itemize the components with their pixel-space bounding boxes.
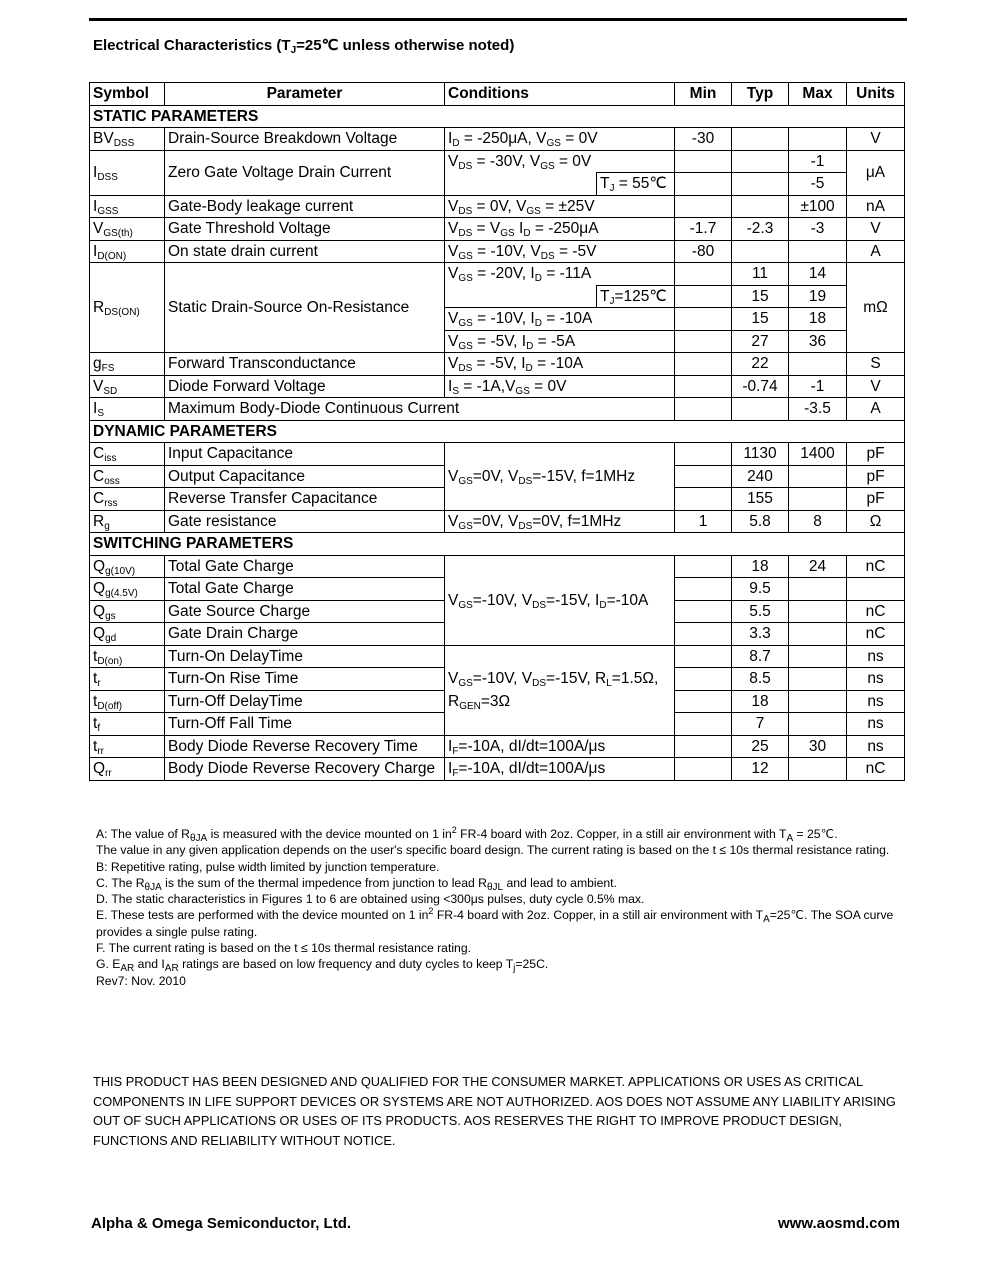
conditions-cell: $V_{GS} = -10V$, $I_D = -10A$ (445, 308, 675, 331)
conditions-cell: $V_{GS}=0V$, $V_{DS}=-15V$, f=1MHz (445, 443, 675, 511)
section-row (90, 420, 905, 443)
max-cell: -5 (789, 173, 847, 196)
typ-cell: 11 (732, 263, 789, 286)
parameter-cell: Zero Gate Voltage Drain Current (165, 150, 445, 195)
typ-cell: 8.7 (732, 645, 789, 668)
parameter-cell: Turn-Off Fall Time (165, 713, 445, 736)
symbol-cell: $Q_{g(10V)}$ (90, 555, 165, 578)
max-cell: 36 (789, 330, 847, 353)
max-cell (789, 645, 847, 668)
min-cell (675, 150, 732, 173)
unit-cell: nC (847, 555, 905, 578)
max-cell (789, 353, 847, 376)
unit-cell: nC (847, 758, 905, 781)
typ-cell (732, 150, 789, 173)
symbol-cell: $BV_{DSS}$ (90, 128, 165, 151)
typ-cell: 27 (732, 330, 789, 353)
conditions-cell (445, 173, 597, 196)
header-units: Units (847, 83, 905, 106)
conditions-cell: $V_{GS} = -10V$, $V_{DS} = -5V$ (445, 240, 675, 263)
table-row (90, 510, 905, 533)
min-cell (675, 758, 732, 781)
table-row (90, 128, 905, 151)
typ-cell (732, 173, 789, 196)
section-row (90, 533, 905, 556)
conditions-cell: $V_{DS} = -30V$, $V_{GS} = 0V$ (445, 150, 675, 173)
typ-cell: 18 (732, 555, 789, 578)
max-cell (789, 600, 847, 623)
page-title: Electrical Characteristics ($T_J=25℃$ unless otherwise noted) (93, 37, 515, 56)
typ-cell (732, 240, 789, 263)
symbol-cell: $Q_{rr}$ (90, 758, 165, 781)
parameter-cell: Body Diode Reverse Recovery Charge (165, 758, 445, 781)
unit-cell: A (847, 398, 905, 421)
revision: Rev7: Nov. 2010 (96, 973, 186, 988)
min-cell (675, 263, 732, 286)
symbol-cell: $t_r$ (90, 668, 165, 691)
min-cell (675, 645, 732, 668)
max-cell: -3 (789, 218, 847, 241)
typ-cell: 240 (732, 465, 789, 488)
unit-cell: A (847, 240, 905, 263)
typ-cell: 5.5 (732, 600, 789, 623)
typ-cell: 22 (732, 353, 789, 376)
typ-cell (732, 195, 789, 218)
conditions-cell: $V_{GS} = -5V$, $I_D = -5A$ (445, 330, 675, 353)
max-cell: 14 (789, 263, 847, 286)
typ-cell: 3.3 (732, 623, 789, 646)
unit-cell: ns (847, 668, 905, 691)
unit-cell: ns (847, 690, 905, 713)
unit-cell: pF (847, 488, 905, 511)
symbol-cell: $V_{SD}$ (90, 375, 165, 398)
parameter-cell: Diode Forward Voltage (165, 375, 445, 398)
unit-cell: ns (847, 645, 905, 668)
top-rule (89, 18, 907, 21)
parameter-cell: Static Drain-Source On-Resistance (165, 263, 445, 353)
table-header-row (90, 83, 905, 106)
max-cell: -3.5 (789, 398, 847, 421)
conditions-cell: $V_{DS} = 0V$, $V_{GS} = \pm 25V$ (445, 195, 675, 218)
typ-cell: 18 (732, 690, 789, 713)
max-cell (789, 578, 847, 601)
max-cell (789, 623, 847, 646)
table-row (90, 375, 905, 398)
parameter-cell: Drain-Source Breakdown Voltage (165, 128, 445, 151)
conditions-cell: $I_D = -250\mu A$, $V_{GS} = 0V$ (445, 128, 675, 151)
parameter-cell: Output Capacitance (165, 465, 445, 488)
table-row (90, 758, 905, 781)
table-row (90, 218, 905, 241)
unit-cell: V (847, 375, 905, 398)
min-cell (675, 713, 732, 736)
min-cell (675, 330, 732, 353)
conditions-cell: $V_{GS}=0V$, $V_{DS}=0V$, f=1MHz (445, 510, 675, 533)
max-cell: -1 (789, 375, 847, 398)
max-cell: 30 (789, 735, 847, 758)
typ-cell: 1130 (732, 443, 789, 466)
disclaimer: THIS PRODUCT HAS BEEN DESIGNED AND QUALIFIED FOR THE CONSUMER MARKET. APPLICATIONS OR USES AS CRITICAL COMPONENTS IN LIFE SUPPORT DEVICES OR SYSTEMS ARE NOT AUTHORIZED. AOS DOES NOT ASSUME ANY LIABILITY ARISING OUT OF SUCH APPLICATIONS OR USES OF ITS PRODUCTS. AOS RESERVES THE RIGHT TO IMPROVE PRODUCT DESIGN, FUNCTIONS AND RELIABILITY WITHOUT NOTICE. (93, 1074, 896, 1148)
min-cell (675, 285, 732, 308)
table-row (90, 263, 905, 286)
table-row (90, 443, 905, 466)
conditions-cell: $V_{DS} = -5V$, $I_D = -10A$ (445, 353, 675, 376)
unit-cell: pF (847, 443, 905, 466)
parameter-cell: Gate resistance (165, 510, 445, 533)
typ-cell: 15 (732, 285, 789, 308)
header-conditions: Conditions (445, 83, 675, 106)
unit-cell: ns (847, 735, 905, 758)
conditions-cell (445, 285, 597, 308)
min-cell (675, 308, 732, 331)
typ-cell: 155 (732, 488, 789, 511)
max-cell (789, 240, 847, 263)
conditions-temp-cell: $T_J$ = 55℃ (597, 173, 675, 196)
symbol-cell: $t_f$ (90, 713, 165, 736)
parameter-cell: Input Capacitance (165, 443, 445, 466)
header-max: Max (789, 83, 847, 106)
unit-cell: μA (847, 150, 905, 195)
note-b: B: Repetitive rating, pulse width limited by junction temperature. (96, 859, 440, 874)
min-cell (675, 690, 732, 713)
symbol-cell: $C_{oss}$ (90, 465, 165, 488)
typ-cell: 7 (732, 713, 789, 736)
note-d: D. The static characteristics in Figures 1 to 6 are obtained using <300μs pulses, duty cycle 0.5% max. (96, 892, 645, 907)
max-cell: ±100 (789, 195, 847, 218)
min-cell (675, 398, 732, 421)
symbol-cell: $t_{D(off)}$ (90, 690, 165, 713)
symbol-cell: $C_{rss}$ (90, 488, 165, 511)
min-cell: -1.7 (675, 218, 732, 241)
unit-cell: mΩ (847, 263, 905, 353)
table-row (90, 240, 905, 263)
max-cell: 8 (789, 510, 847, 533)
parameter-cell: On state drain current (165, 240, 445, 263)
note-c: C. The $R_{\theta JA}$ is the sum of the thermal impedence from junction to lead $R_{\theta JL}$ and lead to ambient. (96, 875, 617, 893)
unit-cell: nC (847, 623, 905, 646)
max-cell: 24 (789, 555, 847, 578)
conditions-cell: $I_S = -1A,V_{GS} = 0V$ (445, 375, 675, 398)
max-cell (789, 713, 847, 736)
symbol-cell: $R_g$ (90, 510, 165, 533)
parameter-cell: Gate-Body leakage current (165, 195, 445, 218)
typ-cell: 5.8 (732, 510, 789, 533)
table-row (90, 555, 905, 578)
note-a-cont: The value in any given application depends on the user's specific board design. The current rating is based on the t ≤ 10s thermal resistance rating. (96, 843, 890, 858)
parameter-cell: Gate Drain Charge (165, 623, 445, 646)
symbol-cell: $Q_{g(4.5V)}$ (90, 578, 165, 601)
conditions-cell: $V_{DS} = V_{GS}$ $I_D = -250\mu A$ (445, 218, 675, 241)
symbol-cell: $Q_{gs}$ (90, 600, 165, 623)
unit-cell: V (847, 128, 905, 151)
note-g: G. $E_{AR}$ and $I_{AR}$ ratings are based on low frequency and duty cycles to keep $T_j=25C$. (96, 957, 549, 975)
unit-cell: nA (847, 195, 905, 218)
min-cell: -30 (675, 128, 732, 151)
unit-cell: pF (847, 465, 905, 488)
typ-cell: -2.3 (732, 218, 789, 241)
max-cell (789, 758, 847, 781)
typ-cell (732, 398, 789, 421)
table-row (90, 735, 905, 758)
unit-cell (847, 578, 905, 601)
conditions-cell: $I_F=-10A$, dI/dt=100A/μs (445, 758, 675, 781)
typ-cell (732, 128, 789, 151)
min-cell (675, 578, 732, 601)
max-cell (789, 465, 847, 488)
note-e: E. These tests are performed with the device mounted on 1 $in^2$ FR-4 board with 2oz. Copper, in a still air environment with $T_A=25℃$. The SOA curve provides a single pulse rating. (96, 906, 894, 939)
max-cell (789, 488, 847, 511)
max-cell: 19 (789, 285, 847, 308)
section-dynamic: DYNAMIC PARAMETERS (90, 420, 905, 443)
unit-cell: nC (847, 600, 905, 623)
symbol-cell: $I_{GSS}$ (90, 195, 165, 218)
footer-company: Alpha & Omega Semiconductor, Ltd. (91, 1215, 352, 1232)
unit-cell: S (847, 353, 905, 376)
symbol-cell: $R_{DS(ON)}$ (90, 263, 165, 353)
max-cell (789, 668, 847, 691)
min-cell (675, 353, 732, 376)
note-f: F. The current rating is based on the t ≤ 10s thermal resistance rating. (96, 941, 471, 956)
conditions-cell: $V_{GS} = -20V$, $I_D = -11A$ (445, 263, 675, 286)
typ-cell: -0.74 (732, 375, 789, 398)
parameter-cell: Gate Source Charge (165, 600, 445, 623)
min-cell (675, 735, 732, 758)
footer-website: www.aosmd.com (778, 1215, 900, 1232)
typ-cell: 12 (732, 758, 789, 781)
conditions-cell: $I_F=-10A$, dI/dt=100A/μs (445, 735, 675, 758)
max-cell: 18 (789, 308, 847, 331)
symbol-cell: $I_{DSS}$ (90, 150, 165, 195)
section-row (90, 105, 905, 128)
min-cell: 1 (675, 510, 732, 533)
max-cell: -1 (789, 150, 847, 173)
table-row (90, 645, 905, 668)
footnotes (96, 826, 896, 989)
table-row (90, 150, 905, 173)
min-cell (675, 488, 732, 511)
electrical-characteristics-table (89, 82, 905, 781)
max-cell (789, 128, 847, 151)
conditions-cell: $V_{GS}=-10V$, $V_{DS}=-15V$, $R_L=1.5\Omega$, $R_{GEN}=3\Omega$ (445, 645, 675, 735)
symbol-cell: $t_{rr}$ (90, 735, 165, 758)
parameter-cell: Maximum Body-Diode Continuous Current (165, 398, 675, 421)
typ-cell: 15 (732, 308, 789, 331)
min-cell (675, 600, 732, 623)
symbol-cell: $g_{FS}$ (90, 353, 165, 376)
note-a: A: The value of $R_{\theta JA}$ is measured with the device mounted on 1 $in^2$ FR-4 board with 2oz. Copper, in a still air environment with $T_A$ = 25℃. (96, 825, 838, 844)
symbol-cell: $C_{iss}$ (90, 443, 165, 466)
typ-cell: 9.5 (732, 578, 789, 601)
table-row (90, 353, 905, 376)
typ-cell: 25 (732, 735, 789, 758)
section-static: STATIC PARAMETERS (90, 105, 905, 128)
parameter-cell: Turn-On DelayTime (165, 645, 445, 668)
min-cell: -80 (675, 240, 732, 263)
min-cell (675, 465, 732, 488)
parameter-cell: Gate Threshold Voltage (165, 218, 445, 241)
section-switching: SWITCHING PARAMETERS (90, 533, 905, 556)
min-cell (675, 668, 732, 691)
min-cell (675, 173, 732, 196)
parameter-cell: Total Gate Charge (165, 555, 445, 578)
header-min: Min (675, 83, 732, 106)
min-cell (675, 555, 732, 578)
symbol-cell: $I_{D(ON)}$ (90, 240, 165, 263)
min-cell (675, 623, 732, 646)
parameter-cell: Forward Transconductance (165, 353, 445, 376)
symbol-cell: $I_S$ (90, 398, 165, 421)
max-cell (789, 690, 847, 713)
header-symbol: Symbol (90, 83, 165, 106)
conditions-cell: $V_{GS}=-10V$, $V_{DS}=-15V$, $I_D=-10A$ (445, 555, 675, 645)
typ-cell: 8.5 (732, 668, 789, 691)
unit-cell: ns (847, 713, 905, 736)
symbol-cell: $Q_{gd}$ (90, 623, 165, 646)
symbol-cell: $t_{D(on)}$ (90, 645, 165, 668)
min-cell (675, 195, 732, 218)
unit-cell: Ω (847, 510, 905, 533)
parameter-cell: Reverse Transfer Capacitance (165, 488, 445, 511)
unit-cell: V (847, 218, 905, 241)
parameter-cell: Turn-Off DelayTime (165, 690, 445, 713)
max-cell: 1400 (789, 443, 847, 466)
min-cell (675, 375, 732, 398)
min-cell (675, 443, 732, 466)
conditions-temp-cell: $T_J=125℃$ (597, 285, 675, 308)
parameter-cell: Total Gate Charge (165, 578, 445, 601)
symbol-cell: $V_{GS(th)}$ (90, 218, 165, 241)
table-row (90, 195, 905, 218)
parameter-cell: Turn-On Rise Time (165, 668, 445, 691)
table-row (90, 398, 905, 421)
header-typ: Typ (732, 83, 789, 106)
parameter-cell: Body Diode Reverse Recovery Time (165, 735, 445, 758)
header-parameter: Parameter (165, 83, 445, 106)
